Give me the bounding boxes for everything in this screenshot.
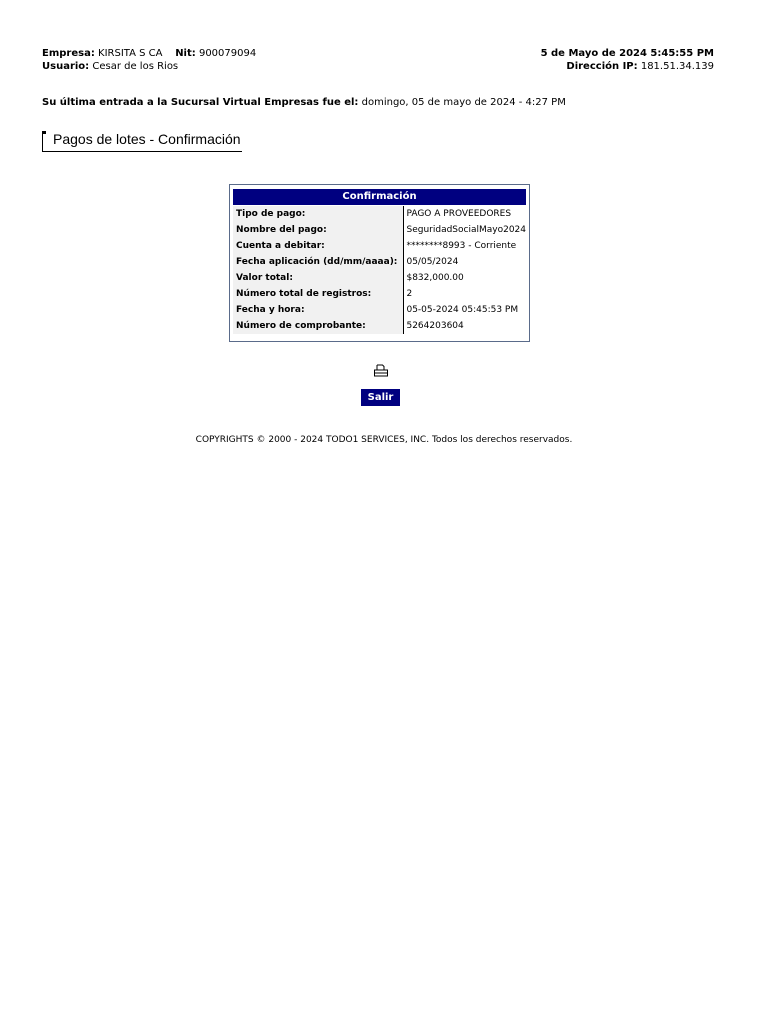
voucher-number-label: Número de comprobante:: [233, 318, 404, 334]
title-marker: [43, 131, 46, 134]
application-date-label: Fecha aplicación (dd/mm/aaaa):: [233, 254, 404, 270]
user-name: Cesar de los Rios: [92, 61, 179, 72]
table-row: [233, 318, 526, 334]
last-login-notice: [42, 96, 566, 109]
exit-button[interactable]: Salir: [361, 389, 400, 406]
company-line: [42, 47, 256, 60]
payment-name-value: SeguridadSocialMayo2024: [406, 225, 526, 235]
voucher-number-value: 5264203604: [406, 321, 464, 331]
page-title-text: Pagos de lotes - Confirmación: [53, 131, 241, 147]
datetime-label: Fecha y hora:: [233, 302, 404, 318]
payment-type-value: PAGO A PROVEEDORES: [406, 209, 512, 219]
ip-line: [541, 60, 714, 73]
printer-icon[interactable]: [373, 364, 389, 378]
copyright-footer: COPYRIGHTS © 2000 - 2024 TODO1 SERVICES, INC. Todos los derechos reservados.: [195, 435, 573, 445]
table-row: [233, 206, 526, 222]
company-label: Empresa:: [42, 48, 95, 59]
confirmation-title: Confirmación: [233, 189, 526, 205]
nit-label: Nit:: [175, 48, 196, 59]
record-count-label: Número total de registros:: [233, 286, 404, 302]
record-count-value: 2: [406, 289, 413, 299]
confirmation-panel: [229, 184, 530, 342]
table-row: [233, 238, 526, 254]
session-info: [42, 47, 256, 73]
current-datetime: 5 de Mayo de 2024 5:45:55 PM: [540, 48, 714, 59]
company-name: KIRSITA S CA: [98, 48, 163, 59]
total-value-value: $832,000.00: [406, 273, 464, 283]
session-meta: [541, 47, 714, 73]
payment-type-label: Tipo de pago:: [233, 206, 404, 222]
total-value-label: Valor total:: [233, 270, 404, 286]
payment-name-label: Nombre del pago:: [233, 222, 404, 238]
ip-label: Dirección IP:: [566, 61, 638, 72]
last-login-label: Su última entrada a la Sucursal Virtual Empresas fue el:: [42, 97, 359, 108]
datetime-value: 05-05-2024 05:45:53 PM: [406, 305, 519, 315]
confirmation-table: [233, 206, 526, 334]
table-row: [233, 286, 526, 302]
last-login-value: domingo, 05 de mayo de 2024 - 4:27 PM: [361, 97, 566, 108]
user-label: Usuario:: [42, 61, 90, 72]
debit-account-label: Cuenta a debitar:: [233, 238, 404, 254]
session-header: [42, 47, 714, 73]
table-row: [233, 254, 526, 270]
table-row: [233, 270, 526, 286]
table-row: [233, 222, 526, 238]
user-line: [42, 60, 256, 73]
debit-account-value: ********8993 - Corriente: [406, 241, 517, 251]
table-row: [233, 302, 526, 318]
application-date-value: 05/05/2024: [406, 257, 459, 267]
ip-address: 181.51.34.139: [640, 61, 714, 72]
page-title: [42, 131, 242, 152]
nit-value: 900079094: [198, 48, 257, 59]
